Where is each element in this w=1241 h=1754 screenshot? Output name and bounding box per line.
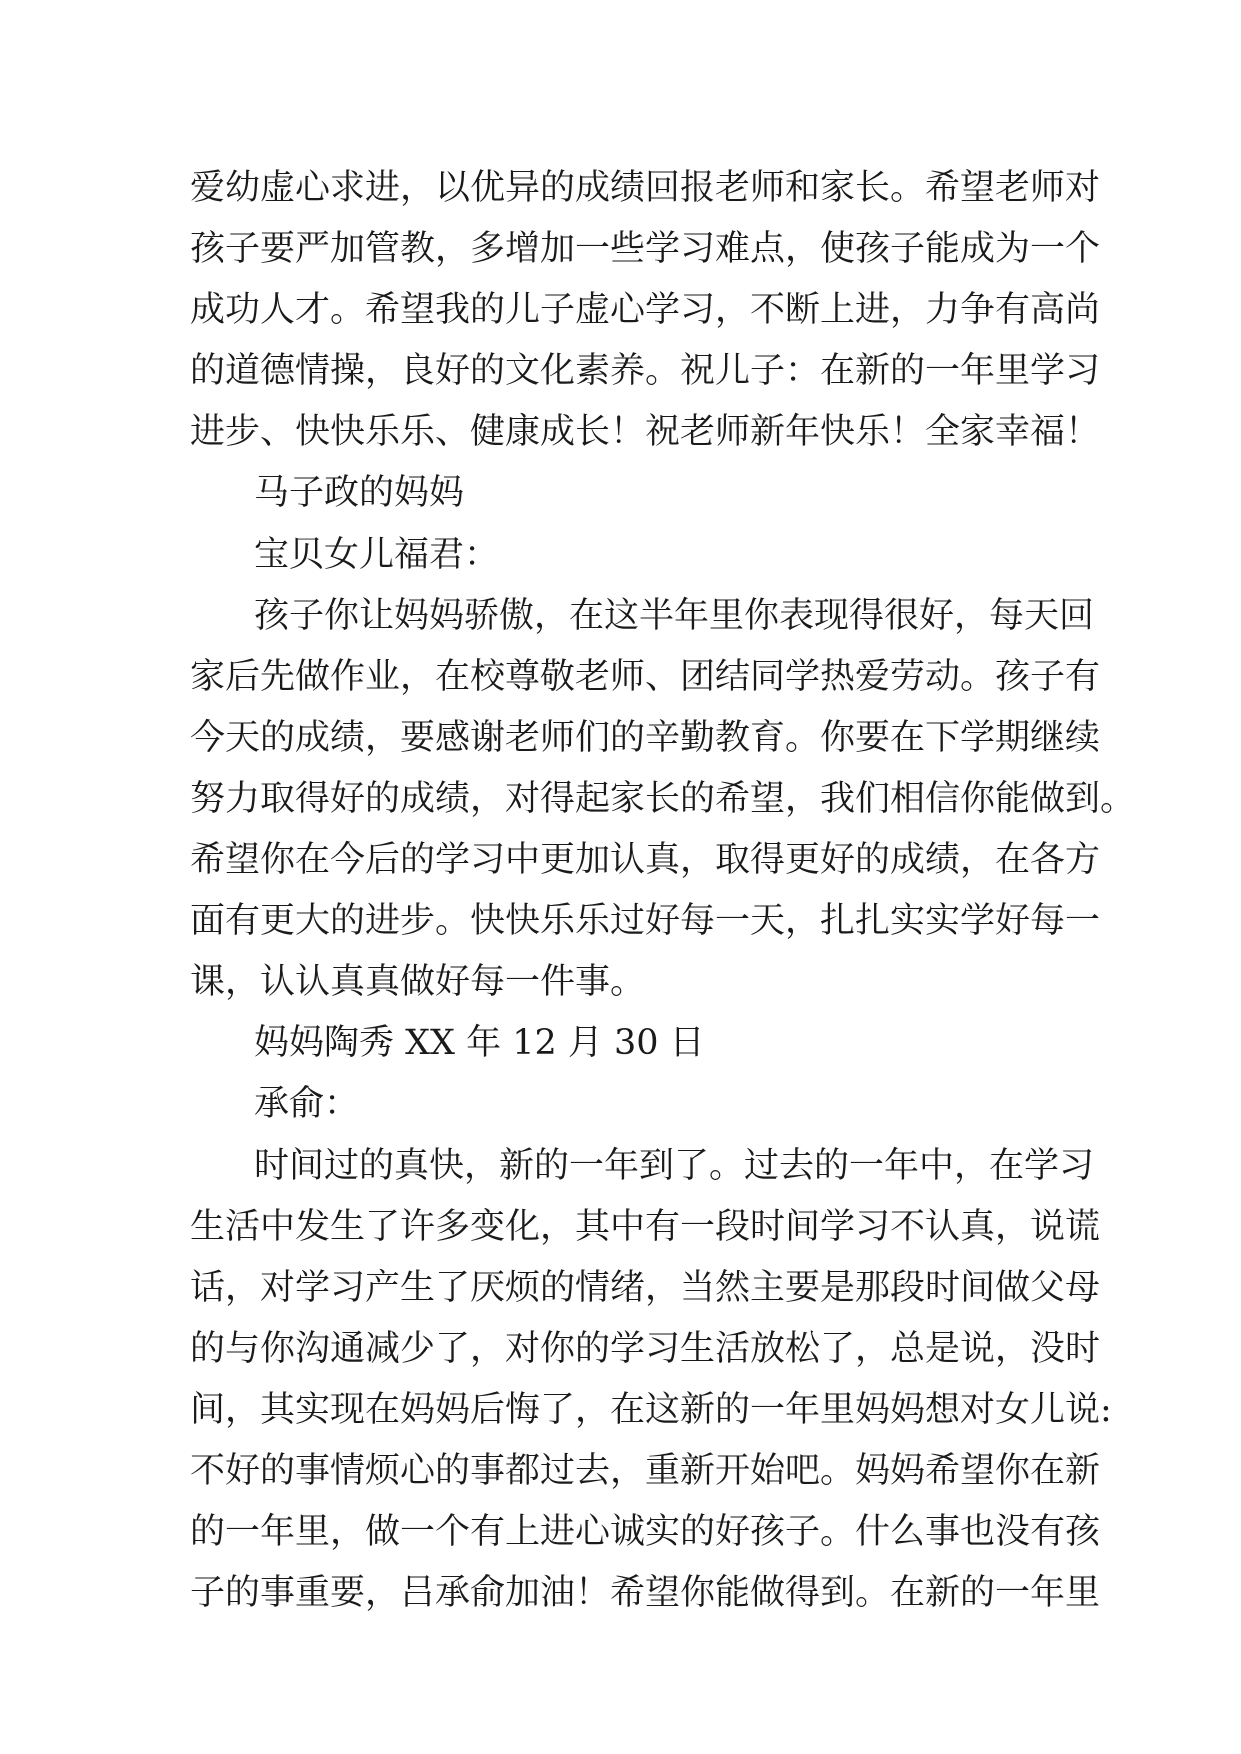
text-line: 努力取得好的成绩，对得起家长的希望，我们相信你能做到。 [190, 778, 1136, 819]
text-line: 成功人才。希望我的儿子虚心学习，不断上进，力争有高尚 [190, 290, 1101, 331]
text-line: 家后先做作业，在校尊敬老师、团结同学热爱劳动。孩子有 [190, 656, 1101, 697]
text-line: 孩子要严加管教，多增加一些学习难点，使孩子能成为一个 [190, 229, 1101, 270]
text-line: 的与你沟通减少了，对你的学习生活放松了，总是说，没时 [190, 1328, 1101, 1369]
text-line: 面有更大的进步。快快乐乐过好每一天，扎扎实实学好每一 [190, 901, 1101, 942]
text-line: 的道德情操，良好的文化素养。祝儿子：在新的一年里学习 [190, 351, 1101, 392]
signature-date-line: 妈妈陶秀 XX 年 12 月 30 日 [254, 1023, 705, 1064]
paragraph-first-line: 时间过的真快，新的一年到了。过去的一年中，在学习 [254, 1145, 1095, 1186]
text-line: 不好的事情烦心的事都过去，重新开始吧。妈妈希望你在新 [190, 1450, 1101, 1491]
text-line: 爱幼虚心求进，以优异的成绩回报老师和家长。希望老师对 [190, 168, 1101, 208]
document-body [190, 158, 1136, 1624]
text-line: 话，对学习产生了厌烦的情绪，当然主要是那段时间做父母 [190, 1267, 1101, 1308]
text-line: 希望你在今后的学习中更加认真，取得更好的成绩，在各方 [190, 840, 1101, 881]
text-line: 生活中发生了许多变化，其中有一段时间学习不认真，说谎 [190, 1206, 1101, 1247]
salutation-line: 承俞： [254, 1084, 360, 1125]
text-line: 的一年里，做一个有上进心诚实的好孩子。什么事也没有孩 [190, 1512, 1101, 1553]
text-line: 进步、快快乐乐、健康成长！祝老师新年快乐！全家幸福！ [190, 412, 1101, 453]
text-line: 间，其实现在妈妈后悔了，在这新的一年里妈妈想对女儿说: [190, 1389, 1112, 1430]
text-line: 今天的成绩，要感谢老师们的辛勤教育。你要在下学期继续 [190, 717, 1101, 758]
text-line: 子的事重要，吕承俞加油！希望你能做得到。在新的一年里 [190, 1573, 1101, 1614]
paragraph-first-line: 孩子你让妈妈骄傲，在这半年里你表现得很好，每天回 [254, 595, 1095, 636]
signature-line: 马子政的妈妈 [254, 473, 465, 514]
salutation-line: 宝贝女儿福君： [254, 534, 500, 575]
text-line: 课，认认真真做好每一件事。 [190, 962, 646, 1003]
